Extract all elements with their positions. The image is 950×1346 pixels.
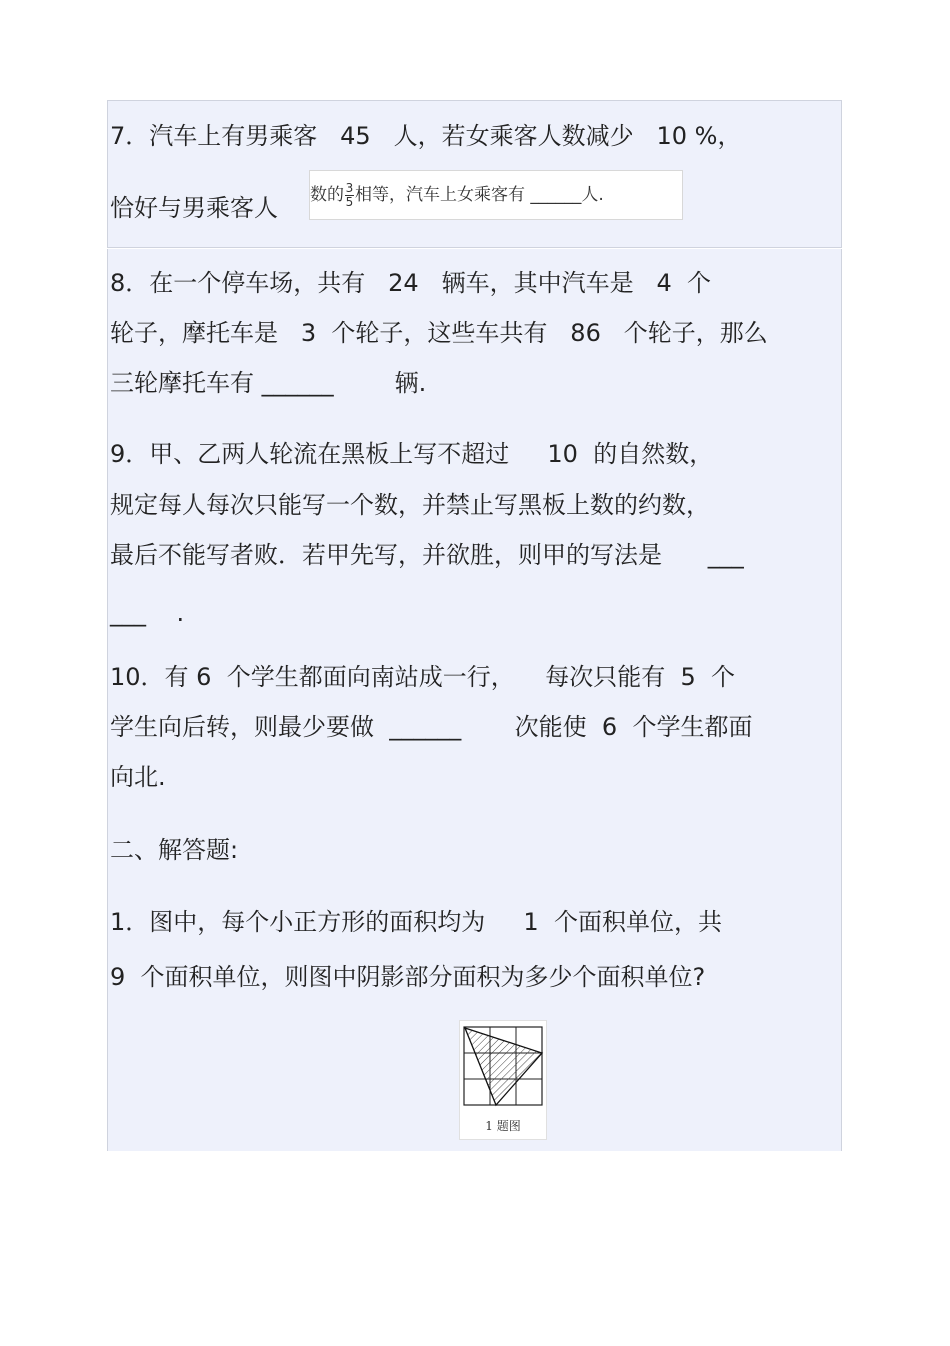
grid-figure [459,1020,547,1140]
q8-line2: 轮子，摩托车是 3 个轮子，这些车共有 86 个轮子，那么 [110,319,768,347]
q7-line2: 恰好与男乘客人 [110,194,278,222]
s2-q1-line2: 9 个面积单位，则图中阴影部分面积为多少个面积单位? [110,963,706,991]
q8-line3: 三轮摩托车有 ______ 辆. [110,369,427,397]
q7-inline-prefix: 数的 [310,185,344,205]
q9-line1: 9．甲、乙两人轮流在黑板上写不超过 10 的自然数， [110,440,714,468]
q10-line1: 10．有 6 个学生都面向南站成一行， 每次只能有 5 个 [110,663,735,691]
q8-line1: 8．在一个停车场，共有 24 辆车，其中汽车是 4 个 [110,269,711,297]
fraction [345,182,354,209]
q7-inline-image [309,170,683,220]
q10-line2: 学生向后转，则最少要做 ______ 次能使 6 个学生都面 [110,713,753,741]
grid-figure-drawing [460,1021,546,1117]
s2-q1-line1: 1．图中，每个小正方形的面积均为 1 个面积单位，共 [110,908,722,936]
figure-caption: 1 题图 [485,1119,521,1133]
q7-inline-suffix: 相等，汽车上女乘客有 ______人. [355,185,604,205]
q9-line2: 规定每人每次只能写一个数，并禁止写黑板上数的约数， [110,491,710,519]
q9-line3: 最后不能写者败．若甲先写，并欲胜，则甲的写法是 ___ [110,541,744,569]
section-heading: 二、解答题: [110,836,239,864]
q7-line1: 7．汽车上有男乘客 45 人，若女乘客人数减少 10 %， [110,122,742,150]
q10-line3: 向北. [110,763,166,791]
fraction-denominator: 5 [345,194,354,209]
fraction-numerator: 3 [345,180,354,195]
q9-line4: ___ . [110,599,185,627]
